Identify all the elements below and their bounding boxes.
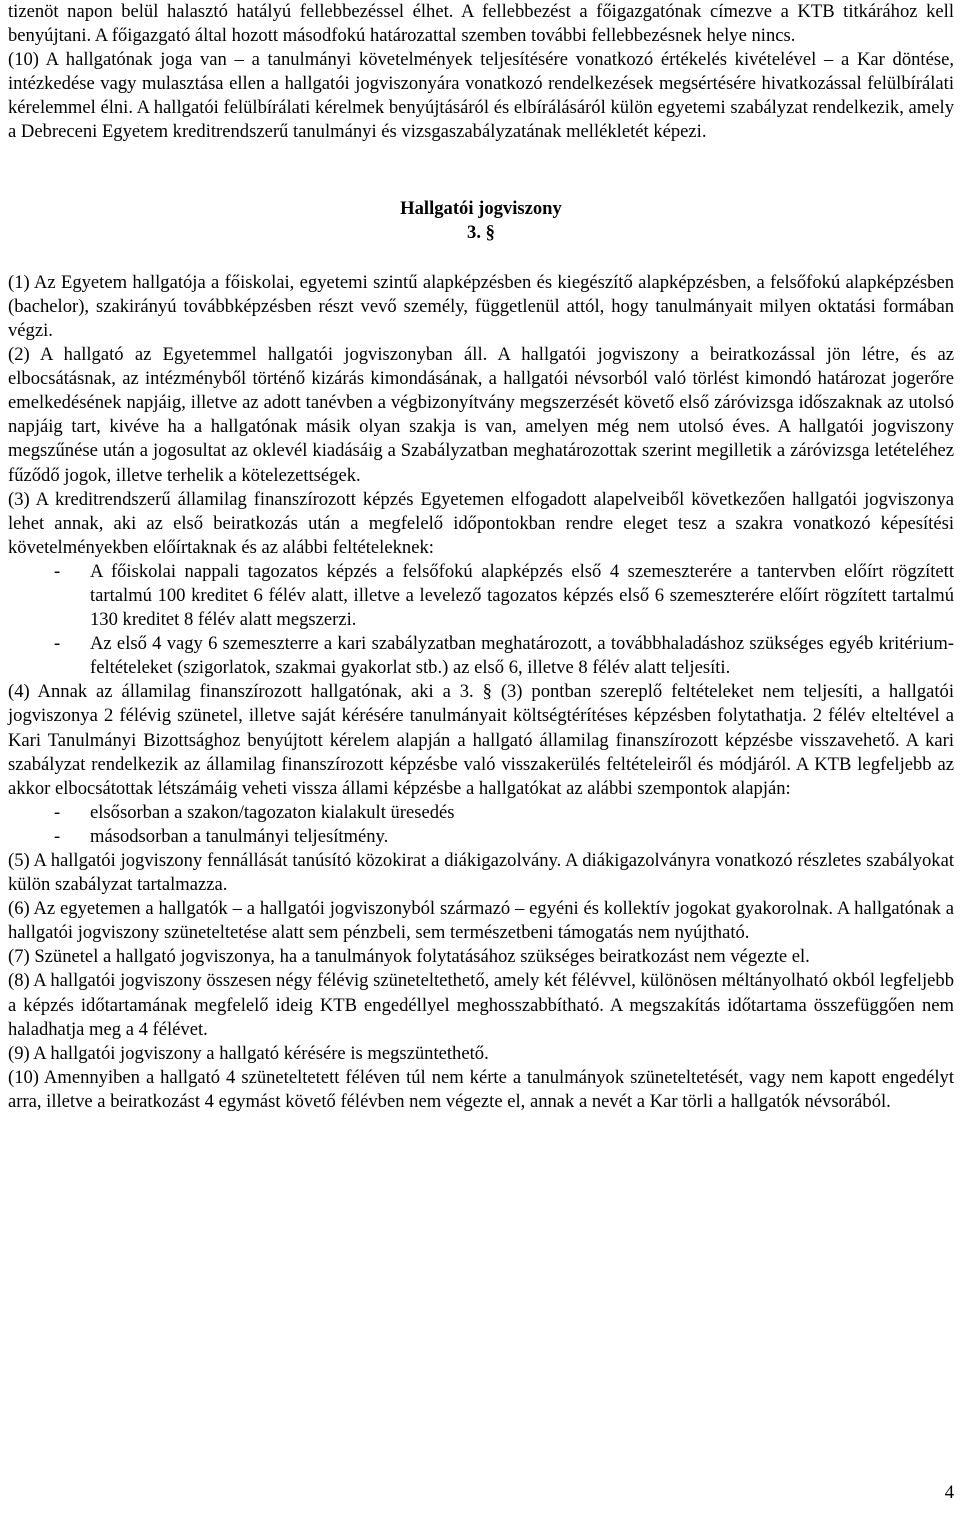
paragraph-2: (2) A hallgató az Egyetemmel hallgatói jogviszonyban áll. A hallgatói jogviszony a beiratkozással jön létre, és az elbocsátásnak, az intézményből történő kizárás kimondásának, a hallgatói névsorból való törlést kimondó határozat jogerőre emelkedésének napjáig, illetve az adott tanévben a végbizonyítvány megszerzését követő első záróvizsga időszaknak az utolsó napjáig tart, kivéve ha a hallgatónak másik olyan szakja is van, amelyen még nem utolsó éves. A hallgatói jogviszony megszűnése után a jogosultat az oklevél kiadásáig a Szabályzatban meghatározottak szerint megilletik a záróvizsga letételéhez fűződő jogok, illetve terhelik a kötelezettségek.	[8, 344, 954, 486]
paragraph-4-list	[8, 801, 954, 849]
intro-paragraph-2: (10) A hallgatónak joga van – a tanulmányi követelmények teljesítésére vonatkozó értékelés kivételével – a Kar döntése, intézkedése vagy mulasztása ellen a hallgatói jogviszonyára vonatkozó rendelkezések megsértésére hivatkozással felülbírálati kérelemmel élni. A hallgatói felülbírálati kérelmek benyújtásáról és elbírálásáról külön egyetemi szabályzat rendelkezik, amely a Debreceni Egyetem kreditrendszerű tanulmányi és vizsgaszabályzatának mellékletét képezi.	[8, 49, 954, 143]
paragraph-9: (9) A hallgatói jogviszony a hallgató kérésére is megszüntethető.	[8, 1042, 489, 1064]
list-item	[8, 801, 954, 825]
paragraph-4: (4) Annak az államilag finanszírozott hallgatónak, aki a 3. § (3) pontban szereplő feltételeket nem teljesíti, a hallgatói jogviszonya 2 félévig szünetel, illetve saját kérésére tanulmányait költségtérítéses képzésben folytathatja. 2 félév elteltével a Kari Tanulmányi Bizottsághoz benyújtott kérelem alapján a hallgató államilag finanszírozott képzésbe visszavehető. A kari szabályzat rendelkezik az államilag finanszírozott képzésbe való visszakerülés feltételeiről és módjáról. A KTB legfeljebb az akkor elbocsátottak létszámáig veheti vissza állami képzésbe a hallgatókat az alábbi szempontok alapján:	[8, 681, 954, 799]
paragraph-6: (6) Az egyetemen a hallgatók – a hallgatói jogviszonyból származó – egyéni és kollektív jogokat gyakorolnak. A hallgatónak a hallgatói jogviszony szüneteltetése alatt sem pénzbeli, sem természetbeni támogatás nem nyújtható.	[8, 898, 954, 944]
paragraph-5: (5) A hallgatói jogviszony fennállását tanúsító közokirat a diákigazolvány. A diákigazolványra vonatkozó részletes szabályokat külön szabályzat tartalmazza.	[8, 850, 954, 896]
paragraph-7: (7) Szünetel a hallgató jogviszonya, ha a tanulmányok folytatásához szükséges beiratkozást nem végezte el.	[8, 946, 810, 968]
document-page	[8, 0, 954, 1114]
intro-paragraph-1: tizenöt napon belül halasztó hatályú fellebbezéssel élhet. A fellebbezést a főigazgatónak címezve a KTB titkárához kell benyújtani. A főigazgató által hozott másodfokú határozattal szemben további fellebbezésnek helye nincs.	[8, 1, 954, 47]
bullet-dash: -	[54, 560, 61, 582]
bullet-dash: -	[54, 801, 61, 823]
paragraph-3-list	[8, 560, 954, 680]
section-number: 3. §	[467, 221, 495, 243]
list-item-text: Az első 4 vagy 6 szemeszterre a kari szabályzatban meghatározott, a továbbhaladáshoz szükséges egyéb kritérium-feltételeket (szigorlatok, szakmai gyakorlat stb.) az első 6, illetve 8 félév alatt teljesíti.	[90, 633, 954, 679]
paragraph-1: (1) Az Egyetem hallgatója a főiskolai, egyetemi szintű alapképzésben és kiegészítő alapképzésben, a felsőfokú alapképzésben (bachelor), szakirányú továbbképzésben részt vevő személy, függetlenül attól, hogy tanulmányait milyen oktatási formában végzi.	[8, 271, 954, 341]
list-item	[8, 560, 954, 632]
list-item	[8, 632, 954, 680]
section-title: Hallgatói jogviszony	[400, 197, 562, 219]
bullet-dash: -	[54, 825, 61, 847]
paragraph-3: (3) A kreditrendszerű államilag finanszírozott képzés Egyetemen elfogadott alapelveiből következően hallgatói jogviszonya lehet annak, aki az első beiratkozás után a megfelelő időpontokban rendre eleget tesz a szakra vonatkozó képesítési követelményekben előírtaknak és az alábbi feltételeknek:	[8, 488, 954, 558]
list-item-text: elsősorban a szakon/tagozaton kialakult üresedés	[90, 801, 455, 823]
section-heading	[8, 197, 954, 245]
list-item-text: A főiskolai nappali tagozatos képzés a felsőfokú alapképzés első 4 szemeszterére a tantervben előírt rögzített tartalmú 100 kreditet 6 félév alatt, illetve a levelező tagozatos képzés első 6 szemeszterére előírt rögzített tartalmú 130 kreditet 8 félév alatt megszerzi.	[90, 560, 954, 631]
list-item	[8, 825, 954, 849]
paragraph-10: (10) Amennyiben a hallgató 4 szüneteltetett féléven túl nem kérte a tanulmányok szüneteltetését, vagy nem kapott engedélyt arra, illetve a beiratkozást 4 egymást követő félévben nem végezte el, annak a nevét a Kar törli a hallgatók névsorából.	[8, 1066, 954, 1112]
bullet-dash: -	[54, 633, 61, 655]
page-number: 4	[944, 1482, 954, 1503]
list-item-text: másodsorban a tanulmányi teljesítmény.	[90, 825, 389, 847]
paragraph-8: (8) A hallgatói jogviszony összesen négy félévig szüneteltethető, amely két félévvel, különösen méltányolható okból legfeljebb a képzés időtartamának megfelelő ideig KTB engedéllyel meghosszabbítható. A megszakítás időtartama összefüggően nem haladhatja meg a 4 félévet.	[8, 970, 954, 1040]
